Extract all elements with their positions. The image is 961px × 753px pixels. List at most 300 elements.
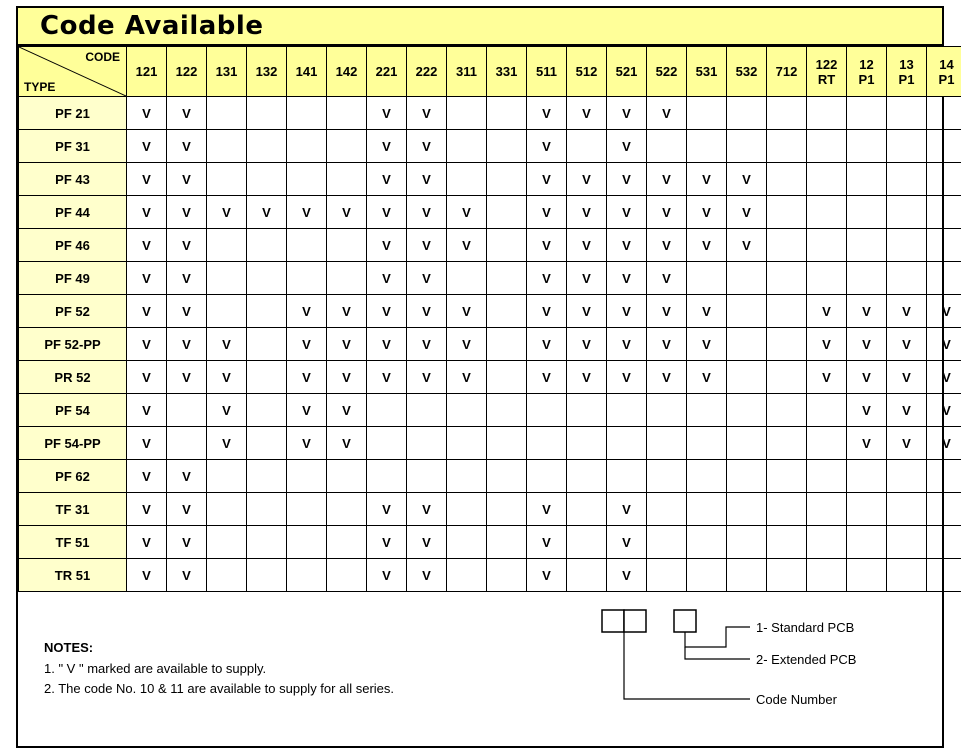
corner-code-label: CODE xyxy=(85,50,120,64)
availability-empty-cell xyxy=(487,328,527,361)
availability-empty-cell xyxy=(447,559,487,592)
availability-empty-cell xyxy=(487,394,527,427)
availability-empty-cell xyxy=(687,130,727,163)
column-header xyxy=(887,47,927,97)
column-header xyxy=(527,47,567,97)
availability-mark-cell: V xyxy=(367,295,407,328)
availability-empty-cell xyxy=(367,427,407,460)
column-header xyxy=(927,47,961,97)
availability-mark-cell: V xyxy=(167,295,207,328)
availability-empty-cell xyxy=(207,526,247,559)
row-type-label: PF 21 xyxy=(19,97,127,130)
availability-empty-cell xyxy=(567,526,607,559)
availability-empty-cell xyxy=(767,295,807,328)
availability-empty-cell xyxy=(487,559,527,592)
availability-mark-cell: V xyxy=(127,460,167,493)
availability-empty-cell xyxy=(887,229,927,262)
availability-empty-cell xyxy=(287,229,327,262)
availability-empty-cell xyxy=(807,196,847,229)
availability-empty-cell xyxy=(527,394,567,427)
availability-mark-cell: V xyxy=(127,361,167,394)
availability-mark-cell: V xyxy=(167,196,207,229)
availability-mark-cell: V xyxy=(207,361,247,394)
availability-mark-cell: V xyxy=(647,328,687,361)
availability-empty-cell xyxy=(767,427,807,460)
availability-empty-cell xyxy=(807,262,847,295)
availability-mark-cell: V xyxy=(647,295,687,328)
availability-mark-cell: V xyxy=(407,526,447,559)
availability-mark-cell: V xyxy=(407,493,447,526)
availability-mark-cell: V xyxy=(607,559,647,592)
availability-empty-cell xyxy=(927,196,961,229)
availability-empty-cell xyxy=(447,163,487,196)
availability-empty-cell xyxy=(847,163,887,196)
availability-mark-cell: V xyxy=(327,328,367,361)
availability-mark-cell: V xyxy=(287,361,327,394)
availability-empty-cell xyxy=(247,130,287,163)
availability-mark-cell: V xyxy=(447,295,487,328)
availability-empty-cell xyxy=(567,559,607,592)
availability-empty-cell xyxy=(487,493,527,526)
availability-mark-cell: V xyxy=(287,196,327,229)
availability-empty-cell xyxy=(167,427,207,460)
availability-empty-cell xyxy=(327,97,367,130)
availability-empty-cell xyxy=(647,460,687,493)
availability-empty-cell xyxy=(207,130,247,163)
availability-empty-cell xyxy=(487,526,527,559)
availability-empty-cell xyxy=(247,328,287,361)
availability-mark-cell: V xyxy=(687,295,727,328)
availability-mark-cell: V xyxy=(167,460,207,493)
table-row xyxy=(19,196,961,229)
column-header-line1: 131 xyxy=(215,64,238,79)
availability-mark-cell: V xyxy=(687,229,727,262)
availability-empty-cell xyxy=(807,493,847,526)
availability-empty-cell xyxy=(927,460,961,493)
availability-mark-cell: V xyxy=(367,163,407,196)
availability-mark-cell: V xyxy=(167,526,207,559)
row-type-label: PF 44 xyxy=(19,196,127,229)
availability-empty-cell xyxy=(807,130,847,163)
availability-mark-cell: V xyxy=(687,196,727,229)
availability-empty-cell xyxy=(567,460,607,493)
availability-empty-cell xyxy=(327,163,367,196)
availability-mark-cell: V xyxy=(287,394,327,427)
availability-mark-cell: V xyxy=(847,295,887,328)
availability-mark-cell: V xyxy=(847,361,887,394)
availability-mark-cell: V xyxy=(127,229,167,262)
code-legend-diagram xyxy=(578,604,918,729)
availability-empty-cell xyxy=(567,130,607,163)
availability-empty-cell xyxy=(847,493,887,526)
table-row xyxy=(19,460,961,493)
availability-empty-cell xyxy=(567,427,607,460)
table-row xyxy=(19,427,961,460)
availability-mark-cell: V xyxy=(687,328,727,361)
column-header xyxy=(607,47,647,97)
availability-empty-cell xyxy=(207,493,247,526)
column-header-line1: 331 xyxy=(495,64,518,79)
availability-empty-cell xyxy=(727,427,767,460)
availability-empty-cell xyxy=(247,427,287,460)
availability-mark-cell: V xyxy=(607,262,647,295)
availability-empty-cell xyxy=(727,97,767,130)
availability-empty-cell xyxy=(487,97,527,130)
availability-empty-cell xyxy=(447,460,487,493)
availability-empty-cell xyxy=(767,328,807,361)
availability-mark-cell: V xyxy=(167,493,207,526)
availability-mark-cell: V xyxy=(407,196,447,229)
row-type-label: PF 31 xyxy=(19,130,127,163)
column-header-line1: 311 xyxy=(456,64,477,79)
column-header xyxy=(367,47,407,97)
availability-mark-cell: V xyxy=(567,163,607,196)
availability-empty-cell xyxy=(447,526,487,559)
table-body xyxy=(19,97,961,592)
availability-empty-cell xyxy=(287,262,327,295)
column-header xyxy=(327,47,367,97)
availability-empty-cell xyxy=(247,229,287,262)
availability-mark-cell: V xyxy=(527,97,567,130)
availability-mark-cell: V xyxy=(207,196,247,229)
column-header-line1: 142 xyxy=(335,64,358,79)
availability-empty-cell xyxy=(607,427,647,460)
corner-header-cell xyxy=(19,47,127,97)
availability-empty-cell xyxy=(367,460,407,493)
legend-label-standard-pcb: 1- Standard PCB xyxy=(756,620,855,635)
availability-mark-cell: V xyxy=(847,394,887,427)
availability-empty-cell xyxy=(327,229,367,262)
table-row xyxy=(19,328,961,361)
availability-empty-cell xyxy=(847,97,887,130)
availability-empty-cell xyxy=(527,460,567,493)
column-header-line2: P1 xyxy=(938,71,955,87)
availability-mark-cell: V xyxy=(407,262,447,295)
availability-empty-cell xyxy=(687,262,727,295)
column-header xyxy=(647,47,687,97)
availability-empty-cell xyxy=(247,262,287,295)
availability-mark-cell: V xyxy=(127,196,167,229)
availability-empty-cell xyxy=(447,130,487,163)
availability-mark-cell: V xyxy=(727,196,767,229)
availability-mark-cell: V xyxy=(407,97,447,130)
availability-empty-cell xyxy=(247,361,287,394)
availability-mark-cell: V xyxy=(527,229,567,262)
availability-empty-cell xyxy=(927,163,961,196)
availability-empty-cell xyxy=(327,130,367,163)
availability-mark-cell: V xyxy=(927,427,961,460)
availability-mark-cell: V xyxy=(407,163,447,196)
table-header-row xyxy=(19,47,961,97)
column-header xyxy=(727,47,767,97)
availability-mark-cell: V xyxy=(367,262,407,295)
availability-mark-cell: V xyxy=(607,328,647,361)
availability-empty-cell xyxy=(687,559,727,592)
availability-mark-cell: V xyxy=(167,97,207,130)
availability-mark-cell: V xyxy=(407,328,447,361)
availability-mark-cell: V xyxy=(607,97,647,130)
availability-mark-cell: V xyxy=(127,97,167,130)
availability-mark-cell: V xyxy=(567,328,607,361)
availability-mark-cell: V xyxy=(247,196,287,229)
availability-empty-cell xyxy=(487,460,527,493)
availability-mark-cell: V xyxy=(807,295,847,328)
column-header-line1: 222 xyxy=(415,64,438,79)
table-row xyxy=(19,97,961,130)
availability-mark-cell: V xyxy=(407,361,447,394)
availability-mark-cell: V xyxy=(167,328,207,361)
availability-mark-cell: V xyxy=(607,163,647,196)
availability-empty-cell xyxy=(927,97,961,130)
availability-empty-cell xyxy=(447,262,487,295)
availability-empty-cell xyxy=(767,196,807,229)
availability-mark-cell: V xyxy=(327,295,367,328)
availability-empty-cell xyxy=(847,196,887,229)
code-availability-table xyxy=(18,46,961,592)
availability-mark-cell: V xyxy=(207,394,247,427)
availability-empty-cell xyxy=(727,526,767,559)
row-type-label: PF 54-PP xyxy=(19,427,127,460)
availability-mark-cell: V xyxy=(687,163,727,196)
availability-mark-cell: V xyxy=(527,196,567,229)
availability-mark-cell: V xyxy=(367,526,407,559)
availability-empty-cell xyxy=(447,427,487,460)
title-bar xyxy=(18,8,942,46)
table-row xyxy=(19,493,961,526)
availability-mark-cell: V xyxy=(287,427,327,460)
availability-empty-cell xyxy=(327,262,367,295)
availability-empty-cell xyxy=(727,559,767,592)
availability-mark-cell: V xyxy=(447,196,487,229)
availability-empty-cell xyxy=(487,163,527,196)
availability-mark-cell: V xyxy=(807,328,847,361)
availability-mark-cell: V xyxy=(887,427,927,460)
availability-mark-cell: V xyxy=(167,229,207,262)
availability-mark-cell: V xyxy=(607,130,647,163)
availability-mark-cell: V xyxy=(647,97,687,130)
column-header-line1: 12 xyxy=(859,56,874,72)
availability-empty-cell xyxy=(327,559,367,592)
column-header-line2: RT xyxy=(817,71,836,87)
table-row xyxy=(19,262,961,295)
availability-mark-cell: V xyxy=(527,361,567,394)
availability-mark-cell: V xyxy=(367,559,407,592)
availability-empty-cell xyxy=(767,361,807,394)
availability-empty-cell xyxy=(927,526,961,559)
availability-empty-cell xyxy=(727,460,767,493)
availability-mark-cell: V xyxy=(447,229,487,262)
availability-empty-cell xyxy=(327,460,367,493)
availability-empty-cell xyxy=(927,229,961,262)
table-row xyxy=(19,295,961,328)
availability-mark-cell: V xyxy=(407,295,447,328)
availability-empty-cell xyxy=(887,526,927,559)
column-header xyxy=(767,47,807,97)
availability-empty-cell xyxy=(527,427,567,460)
availability-mark-cell: V xyxy=(327,427,367,460)
availability-empty-cell xyxy=(807,427,847,460)
availability-empty-cell xyxy=(727,130,767,163)
availability-empty-cell xyxy=(207,163,247,196)
availability-mark-cell: V xyxy=(367,493,407,526)
availability-empty-cell xyxy=(487,196,527,229)
row-type-label: PF 49 xyxy=(19,262,127,295)
row-type-label: PF 54 xyxy=(19,394,127,427)
column-header-line1: 532 xyxy=(735,64,758,79)
availability-empty-cell xyxy=(847,460,887,493)
availability-empty-cell xyxy=(767,460,807,493)
availability-mark-cell: V xyxy=(127,262,167,295)
availability-mark-cell: V xyxy=(207,328,247,361)
availability-mark-cell: V xyxy=(127,427,167,460)
availability-empty-cell xyxy=(647,130,687,163)
availability-mark-cell: V xyxy=(887,361,927,394)
availability-empty-cell xyxy=(887,493,927,526)
availability-empty-cell xyxy=(447,97,487,130)
availability-empty-cell xyxy=(647,526,687,559)
availability-empty-cell xyxy=(807,97,847,130)
availability-mark-cell: V xyxy=(647,262,687,295)
availability-mark-cell: V xyxy=(367,130,407,163)
availability-mark-cell: V xyxy=(167,361,207,394)
availability-empty-cell xyxy=(487,427,527,460)
availability-empty-cell xyxy=(687,394,727,427)
availability-empty-cell xyxy=(327,493,367,526)
column-header-line2: P1 xyxy=(858,71,875,87)
availability-mark-cell: V xyxy=(167,262,207,295)
notes-title: NOTES: xyxy=(44,640,94,655)
availability-empty-cell xyxy=(207,460,247,493)
row-type-label: PF 46 xyxy=(19,229,127,262)
availability-mark-cell: V xyxy=(127,295,167,328)
column-header xyxy=(167,47,207,97)
availability-mark-cell: V xyxy=(127,130,167,163)
availability-mark-cell: V xyxy=(607,361,647,394)
column-header-line2: P1 xyxy=(898,71,915,87)
code-available-sheet xyxy=(16,6,955,748)
availability-empty-cell xyxy=(847,229,887,262)
column-header xyxy=(687,47,727,97)
availability-empty-cell xyxy=(767,559,807,592)
column-header-line1: 221 xyxy=(375,64,398,79)
availability-empty-cell xyxy=(247,493,287,526)
column-header-line1: 511 xyxy=(536,64,557,79)
availability-mark-cell: V xyxy=(567,196,607,229)
availability-empty-cell xyxy=(927,130,961,163)
availability-mark-cell: V xyxy=(847,427,887,460)
availability-mark-cell: V xyxy=(887,394,927,427)
note-line: 1. " V " marked are available to supply. xyxy=(44,661,267,676)
column-header-line1: 521 xyxy=(615,64,638,79)
availability-mark-cell: V xyxy=(567,361,607,394)
availability-empty-cell xyxy=(167,394,207,427)
availability-empty-cell xyxy=(887,559,927,592)
availability-mark-cell: V xyxy=(327,196,367,229)
availability-mark-cell: V xyxy=(567,229,607,262)
column-header xyxy=(847,47,887,97)
column-header-line1: 122 xyxy=(815,56,838,72)
availability-empty-cell xyxy=(407,394,447,427)
availability-empty-cell xyxy=(927,559,961,592)
availability-mark-cell: V xyxy=(527,559,567,592)
availability-empty-cell xyxy=(847,130,887,163)
table-row xyxy=(19,394,961,427)
availability-empty-cell xyxy=(647,427,687,460)
availability-empty-cell xyxy=(407,427,447,460)
availability-empty-cell xyxy=(567,493,607,526)
availability-mark-cell: V xyxy=(687,361,727,394)
availability-mark-cell: V xyxy=(927,394,961,427)
availability-mark-cell: V xyxy=(527,328,567,361)
availability-empty-cell xyxy=(287,526,327,559)
row-type-label: PF 62 xyxy=(19,460,127,493)
column-header-line1: 522 xyxy=(655,64,678,79)
availability-empty-cell xyxy=(647,493,687,526)
availability-mark-cell: V xyxy=(927,295,961,328)
availability-empty-cell xyxy=(487,361,527,394)
availability-empty-cell xyxy=(767,229,807,262)
column-header-line1: 122 xyxy=(175,64,198,79)
availability-empty-cell xyxy=(287,163,327,196)
availability-mark-cell: V xyxy=(127,163,167,196)
availability-empty-cell xyxy=(207,559,247,592)
row-type-label: PF 52-PP xyxy=(19,328,127,361)
availability-empty-cell xyxy=(647,559,687,592)
availability-empty-cell xyxy=(407,460,447,493)
availability-mark-cell: V xyxy=(607,493,647,526)
availability-mark-cell: V xyxy=(887,328,927,361)
availability-empty-cell xyxy=(247,460,287,493)
availability-empty-cell xyxy=(887,163,927,196)
availability-empty-cell xyxy=(687,493,727,526)
availability-mark-cell: V xyxy=(127,493,167,526)
availability-empty-cell xyxy=(247,394,287,427)
availability-empty-cell xyxy=(447,493,487,526)
availability-mark-cell: V xyxy=(407,130,447,163)
column-header xyxy=(127,47,167,97)
availability-empty-cell xyxy=(807,394,847,427)
column-header-line1: 712 xyxy=(775,64,798,79)
corner-type-label: TYPE xyxy=(24,80,56,94)
notes-block xyxy=(44,640,394,701)
availability-mark-cell: V xyxy=(607,526,647,559)
legend-label-code-number: Code Number xyxy=(756,692,837,707)
availability-empty-cell xyxy=(887,460,927,493)
availability-empty-cell xyxy=(367,394,407,427)
availability-empty-cell xyxy=(727,394,767,427)
availability-mark-cell: V xyxy=(567,262,607,295)
availability-mark-cell: V xyxy=(727,163,767,196)
availability-mark-cell: V xyxy=(607,229,647,262)
availability-mark-cell: V xyxy=(207,427,247,460)
column-header xyxy=(567,47,607,97)
availability-empty-cell xyxy=(487,262,527,295)
availability-mark-cell: V xyxy=(567,295,607,328)
legend-label-extended-pcb: 2- Extended PCB xyxy=(756,652,857,667)
row-type-label: TF 31 xyxy=(19,493,127,526)
availability-mark-cell: V xyxy=(607,295,647,328)
availability-empty-cell xyxy=(767,262,807,295)
availability-mark-cell: V xyxy=(367,361,407,394)
page-title: Code Available xyxy=(40,11,264,41)
column-header-line1: 14 xyxy=(939,56,954,72)
availability-empty-cell xyxy=(687,460,727,493)
availability-mark-cell: V xyxy=(647,163,687,196)
availability-empty-cell xyxy=(807,460,847,493)
availability-mark-cell: V xyxy=(727,229,767,262)
availability-empty-cell xyxy=(807,229,847,262)
table-head xyxy=(19,47,961,97)
